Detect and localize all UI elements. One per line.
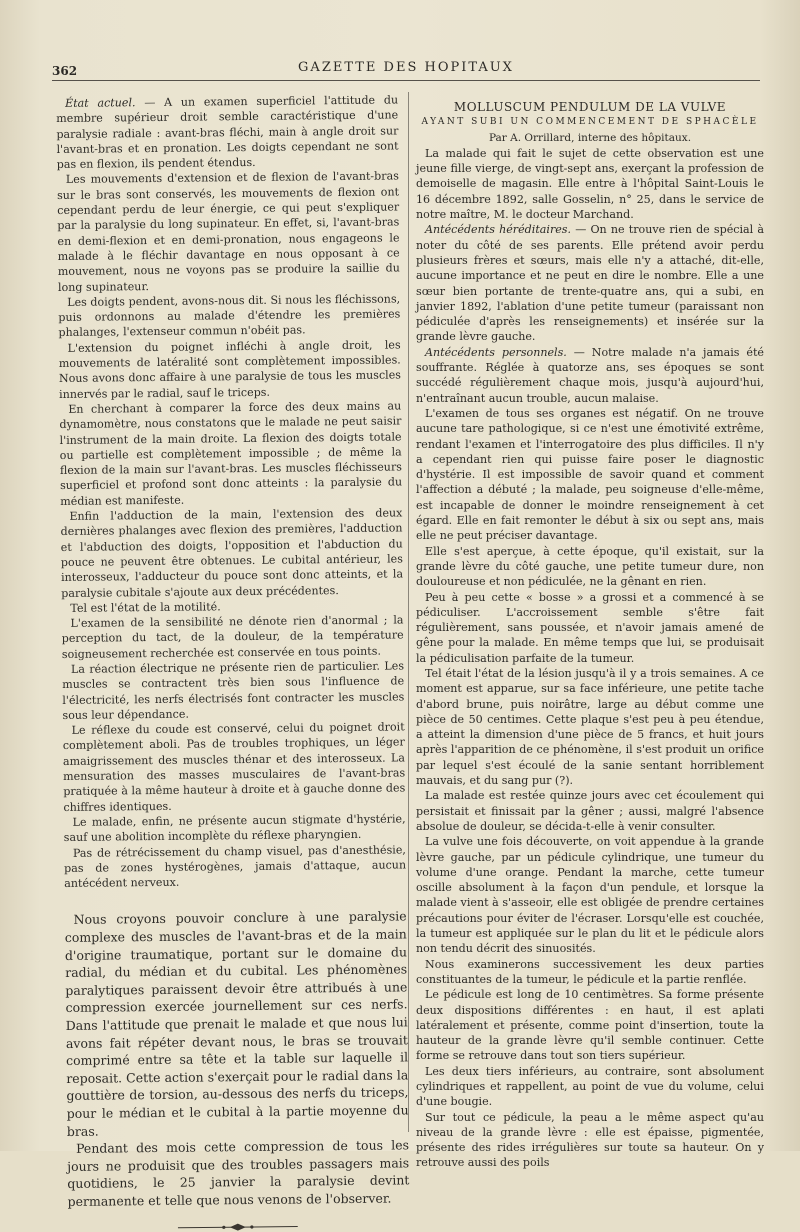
paragraph: Le pédicule est long de 10 centimètres. Sa forme présente deux dispositions différentes : en haut, il est aplati latéralement et présente, comme point d'insertion, toute la hauteur de la grande lèvre qu'il semble continuer. Cette forme se retrouve dans tout son tiers supérieur. — [416, 988, 764, 1063]
ornament-rule — [178, 1222, 298, 1231]
journal-title: GAZETTE DES HOPITAUX — [298, 60, 514, 75]
paragraph: Pas de rétrécissement du champ visuel, pas d'anesthésie, pas de zones hystérogènes, jamais d'attaque, aucun antécédent nerveux. — [64, 842, 407, 891]
page-header — [52, 58, 760, 81]
lead-label: État actuel. — [65, 96, 136, 110]
paragraph: Enfin l'adduction de la main, l'extension des deux dernières phalanges avec flexion des premières, l'adduction et l'abduction des doigts, l'opposition et l'abduction du pouce ne peuvent être obtenues. Le cubital antérieur, les interosseux, l'adducteur du pouce sont donc atteints, et la paralysie cubitale s'ajoute aux deux précédentes. — [60, 506, 404, 600]
paragraph-antecedents-hereditaires — [416, 222, 764, 344]
paragraph: En cherchant à comparer la force des deux mains au dynamomètre, nous constatons que le malade ne peut saisir l'instrument de la main droite. La flexion des doigts totale ou partielle est complètement impossible ; de même la flexion de la main sur l'avant-bras. Les muscles fléchisseurs superficiel et profond sont donc atteints : la paralysie du médian est manifeste. — [59, 399, 403, 508]
lead-label: Antécédents héréditaires. — [425, 223, 572, 237]
paragraph: Les mouvements d'extension et de flexion de l'avant-bras sur le bras sont conservés, les mouvements de flexion ont cependant perdu de leur énergie, ce qui peut s'expliquer par la paralysie du long supinateur. En effet, si, l'avant-bras en demi-flexion et en demi-pronation, nous engageons le malade à le fléchir davantage en nous opposant à ce mouvement, nous ne voyons pas se produire la saillie du long supinateur. — [56, 169, 400, 294]
article-byline: Par A. Orrillard, interne des hôpitaux. — [488, 131, 692, 144]
paragraph: Les deux tiers inférieurs, au contraire, sont absolument cylindriques et rappellent, au point de vue du volume, celui d'une bougie. — [416, 1064, 764, 1109]
lead-label: Antécédents personnels. — [425, 345, 567, 359]
paragraph-etat-actuel — [56, 92, 399, 172]
paragraph: L'examen de la sensibilité ne dénote rien d'anormal ; la perception du tact, de la douleur, de la température soigneusement recherchée est conservée en tous points. — [61, 613, 404, 661]
paragraph: La vulve une fois découverte, on voit appendue à la grande lèvre gauche, par un pédicule cylindrique, une tumeur du volume d'une orange. Pendant la marche, cette tumeur oscille absolument à la façon d'un pendule, et lorsque la malade vient à s'asseoir, elle est obligée de prendre certaines précautions pour éviter de l'écraser. Lorsqu'elle est couchée, la tumeur est appliquée sur le plan du lit et le pédicule alors non tendu décrit des sinuosités. — [416, 835, 764, 956]
paragraph: Sur tout ce pédicule, la peau a le même aspect qu'au niveau de la grande lèvre : elle est épaisse, pigmentée, présente des rides irrégulières sur toute sa hauteur. On y retrouve aussi des poils — [416, 1110, 764, 1170]
paragraph: Le malade, enfin, ne présente aucun stigmate d'hystérie, sauf une abolition incomplète du réflexe pharyngien. — [63, 812, 406, 845]
right-column — [416, 100, 764, 1171]
paragraph-antecedents-personnels — [416, 345, 764, 406]
paragraph: Le réflexe du coude est conservé, celui du poignet droit complètement aboli. Pas de troubles trophiques, un léger amaigrissement des muscles thénar et des interosseux. La mensuration des masses musculaires de l'avant-bras pratiquée à la même hauteur à droite et à gauche donne des chiffres identiques. — [62, 720, 406, 814]
paragraph: Les doigts pendent, avons-nous dit. Si nous les fléchissons, puis ordonnons au malade d'étendre les premières phalanges, l'extenseur commun n'obéit pas. — [58, 292, 401, 340]
paragraph: Tel est l'état de la motilité. — [70, 600, 221, 615]
conclusion-paragraph: Pendant des mois cette compression de tous les jours ne produisit que des troubles passagers mais quotidiens, le 25 janvier la paralysie devint permanente et telle que nous venons de l'observer. — [67, 1137, 410, 1209]
paragraph: L'examen de tous ses organes est négatif. On ne trouve aucune tare pathologique, si ce n'est une émotivité extrême, rendant l'examen et l'interrogatoire des plus difficiles. Il n'y a cependant rien qui puisse faire poser le diagnostic d'hystérie. Il est impossible de savoir quand et comment l'affection a débuté ; la malade, peu soigneuse d'elle-même, est incapable de donner le moindre renseignement à cet égard. Elle en fait remonter le début à six ou sept ans, mais elle ne peut préciser davantage. — [416, 406, 764, 543]
page-number: 362 — [52, 64, 78, 78]
column-divider — [408, 92, 409, 1132]
paragraph: La réaction électrique ne présente rien de particulier. Les muscles se contractent très bien sous l'influence de l'électricité, les nerfs électrisés font contracter les muscles sous leur dépendance. — [62, 659, 405, 722]
article-subtitle: AYANT SUBI UN COMMENCEMENT DE SPHACÈLE — [421, 117, 759, 128]
paragraph-text: — A un examen superficiel l'attitude du membre supérieur droit semble caractéristique d'une paralysie radiale : avant-bras fléchi, main à angle droit sur l'avant-bras et en pronation. Les doigts cependant ne sont pas en flexion, ils pendent étendus. — [56, 93, 399, 172]
paragraph: L'extension du poignet infléchi à angle droit, les mouvements de latéralité sont complètement impossibles. Nous avons donc affaire à une paralysie de tous les muscles innervés par le radial, sauf le triceps. — [58, 338, 402, 401]
left-column — [56, 92, 410, 1232]
paragraph: Peu à peu cette « bosse » a grossi et a commencé à se pédiculiser. L'accroissement semble s'être fait régulièrement, sans poussée, et n'avoir jamais amené de gêne pour la malade. En même temps que lui, se produisait la pédiculisation parfaite de la tumeur. — [416, 590, 764, 665]
paragraph: Tel était l'état de la lésion jusqu'à il y a trois semaines. A ce moment est apparue, sur sa face inférieure, une petite tache d'abord brune, puis noirâtre, large au début comme une pièce de 50 centimes. Cette plaque s'est peu à peu étendue, a atteint la dimension d'une pièce de 5 francs, et huit jours après l'apparition de ce phénomène, il s'est produit un orifice par lequel s'est écoulé de la sanie sentant horriblement mauvais, et du sang pur (?). — [416, 666, 764, 788]
conclusion-paragraph: Nous croyons pouvoir conclure à une paralysie complexe des muscles de l'avant-bras et de la main d'origine traumatique, portant sur le domaine du radial, du médian et du cubital. Les phénomènes paralytiques paraissent devoir être attribués à une compression exercée journellement sur ces nerfs. Dans l'attitude que prenait le malade et que nous lui avons fait répéter devant nous, le bras se trouvait comprimé entre sa tête et la table sur laquelle il reposait. Cette action s'exerçait pour le radial dans la gouttière de torsion, au-dessous des nerfs du triceps, pour le médian et le cubital à la partie moyenne du bras. — [64, 908, 409, 1139]
paragraph: La malade qui fait le sujet de cette observation est une jeune fille vierge, de vingt-sept ans, exerçant la profession de demoiselle de magasin. Elle entre à l'hôpital Saint-Louis le 16 décembre 1892, salle Gosselin, n° 25, dans le service de notre maître, M. le docteur Marchand. — [416, 146, 764, 222]
paragraph: La malade est restée quinze jours avec cet écoulement qui persistait et finissait par la gêner ; aussi, malgré l'absence absolue de douleur, se décida-t-elle à venir consulter. — [416, 789, 764, 833]
paragraph-text: — Notre malade n'a jamais été souffrante. Réglée à quatorze ans, ses époques se sont succédé régulièrement chaque mois, jusqu'à aujourd'hui, n'entraînant aucun trouble, aucun malaise. — [416, 345, 765, 405]
paragraph-text: — On ne trouve rien de spécial à noter du côté de ses parents. Elle prétend avoir perdu plusieurs frères et sœurs, mais elle n'y a attaché, dit-elle, aucune importance et ne peut en dire le nombre. Elle a une sœur bien portante de trente-quatre ans, qui a subi, en janvier 1892, l'ablation d'une petite tumeur (paraissant non pédiculée d'après les renseignements) et insérée sur la grande lèvre gauche. — [416, 223, 764, 344]
article-title: MOLLUSCUM PENDULUM DE LA VULVE — [453, 100, 727, 114]
paragraph: Elle s'est aperçue, à cette époque, qu'il existait, sur la grande lèvre du côté gauche, une petite tumeur dure, non douloureuse et non pédiculée, ne la gênant en rien. — [416, 544, 764, 589]
paragraph: Nous examinerons successivement les deux parties constituantes de la tumeur, le pédicule et la partie renflée. — [416, 957, 764, 986]
